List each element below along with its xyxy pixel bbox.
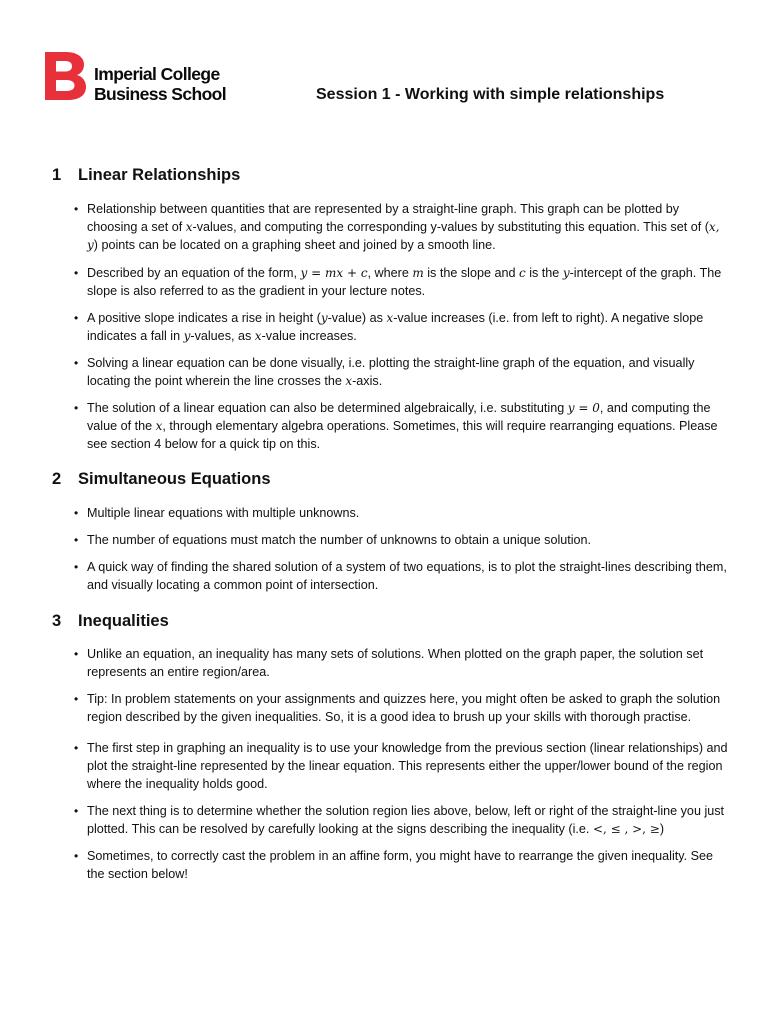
math-expression: y bbox=[562, 266, 570, 280]
bullet-item: • A positive slope indicates a rise in height (y-value) as x-value increases (i.e. from left to right). A negative slope indicates a fall in y-values, as x-value increases. bbox=[74, 311, 704, 343]
bullet-icon: • bbox=[74, 692, 79, 706]
math-expression: x bbox=[155, 419, 163, 433]
bullet-item: • Unlike an equation, an inequality has many sets of solutions. When plotted on the graph paper, the solution set represents an entire region/area. bbox=[74, 647, 704, 679]
math-expression: m bbox=[412, 266, 424, 280]
section-title: Simultaneous Equations bbox=[78, 470, 271, 488]
session-title: Session 1 - Working with simple relationships bbox=[316, 86, 665, 103]
math-expression: y bbox=[183, 329, 191, 343]
bullet-item: • Sometimes, to correctly cast the problem in an affine form, you might have to rearrange the given inequality. See the section below! bbox=[74, 849, 714, 881]
section-number: 3 bbox=[52, 612, 62, 630]
section-heading bbox=[52, 470, 732, 489]
bullet-icon: • bbox=[74, 560, 79, 574]
bullet-list bbox=[52, 504, 732, 594]
logo-text-line2: Business School bbox=[94, 84, 227, 104]
section-number: 1 bbox=[52, 166, 62, 184]
bullet-icon: • bbox=[74, 741, 79, 755]
section-heading bbox=[52, 612, 732, 631]
bullet-icon: • bbox=[74, 804, 79, 818]
section-title: Linear Relationships bbox=[78, 166, 241, 184]
math-expression: y = mx + c bbox=[300, 266, 368, 280]
math-symbols: <, ≤ , >, ≥ bbox=[592, 822, 660, 836]
bullet-icon: • bbox=[74, 356, 79, 370]
bullet-item: • The first step in graphing an inequality is to use your knowledge from the previous section (linear relationships) and plot the straight-line represented by the linear equation. This represents either the upper/lower bound of the region where the inequality holds good. bbox=[74, 741, 728, 791]
math-expression: x bbox=[345, 374, 353, 388]
math-expression: x bbox=[185, 220, 193, 234]
section-linear-relationships bbox=[52, 166, 732, 453]
section-title: Inequalities bbox=[78, 612, 169, 630]
bullet-icon: • bbox=[74, 506, 79, 520]
section-simultaneous-equations bbox=[52, 470, 732, 594]
math-expression: y = 0 bbox=[567, 401, 600, 415]
bullet-item: • Multiple linear equations with multiple unknowns. bbox=[74, 506, 360, 520]
letter-b-logo-icon bbox=[44, 52, 88, 100]
math-expression: c bbox=[518, 266, 526, 280]
bullet-icon: • bbox=[74, 202, 79, 216]
section-number: 2 bbox=[52, 470, 62, 488]
bullet-item: • The number of equations must match the number of unknowns to obtain a unique solution. bbox=[74, 533, 592, 547]
bullet-icon: • bbox=[74, 266, 79, 280]
bullet-item: • Tip: In problem statements on your assignments and quizzes here, you might often be asked to graph the solution region described by the given inequalities. So, it is a good idea to brush up your skills with thorough practise. bbox=[74, 692, 721, 724]
bullet-item: • Described by an equation of the form, y = mx + c, where m is the slope and c is the y-intercept of the graph. The slope is also referred to as the gradient in your lecture notes. bbox=[74, 266, 722, 298]
math-expression: x bbox=[254, 329, 262, 343]
bullet-item: • Solving a linear equation can be done visually, i.e. plotting the straight-line graph of the equation, and visually locating the point wherein the line crosses the x-axis. bbox=[74, 356, 695, 388]
bullet-item: • The solution of a linear equation can also be determined algebraically, i.e. substituting y = 0, and computing the value of the x, through elementary algebra operations. Sometimes, this will require rearranging equations. Please see section 4 below for a quick tip on this. bbox=[74, 401, 718, 451]
section-heading bbox=[52, 166, 732, 185]
imperial-logo bbox=[44, 52, 244, 104]
bullet-item: • A quick way of finding the shared solution of a system of two equations, is to plot the straight-lines describing them, and visually locating a common point of intersection. bbox=[74, 560, 727, 592]
section-inequalities bbox=[52, 612, 732, 883]
bullet-list bbox=[52, 200, 732, 453]
bullet-icon: • bbox=[74, 647, 79, 661]
bullet-icon: • bbox=[74, 401, 79, 415]
bullet-item: • The next thing is to determine whether the solution region lies above, below, left or right of the straight-line you just plotted. This can be resolved by carefully looking at the signs describing the inequality (i.e. <, ≤ , >, ≥) bbox=[74, 804, 725, 836]
math-expression: x bbox=[386, 311, 394, 325]
bullet-icon: • bbox=[74, 533, 79, 547]
bullet-item: • Relationship between quantities that are represented by a straight-line graph. This graph can be plotted by choosing a set of x-values, and computing the corresponding y-values by substituting this equation. This set of (x, y) points can be located on a graphing sheet and joined by a smooth line. bbox=[74, 202, 720, 252]
bullet-list bbox=[52, 645, 732, 883]
math-expression: x, y bbox=[87, 220, 720, 252]
bullet-icon: • bbox=[74, 849, 79, 863]
math-expression: y bbox=[320, 311, 328, 325]
bullet-icon: • bbox=[74, 311, 79, 325]
logo-text-line1: Imperial College bbox=[94, 64, 220, 84]
